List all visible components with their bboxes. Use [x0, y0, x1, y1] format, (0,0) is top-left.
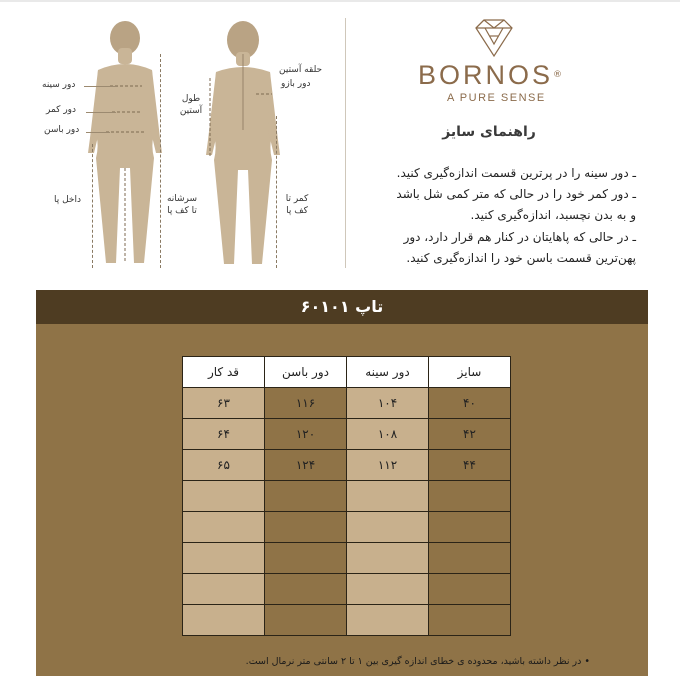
- table-cell: ۶۴: [183, 419, 265, 450]
- brand-tagline: A PURE SENSE: [447, 92, 546, 104]
- table-row: [183, 450, 511, 481]
- guide-line-2: ـ دور کمر خود را در حالی که متر کمی شل باشد: [396, 187, 636, 201]
- table-cell: [347, 574, 429, 605]
- guide-line-5: پهن‌ترین قسمت باسن خود را اندازه‌گیری کنید.: [406, 251, 636, 265]
- table-cell: ۶۵: [183, 450, 265, 481]
- table-cell: [429, 574, 511, 605]
- table-cell: [265, 512, 347, 543]
- guide-line-4: ـ در حالی که پاهایتان در کنار هم قرار دارد، دور: [403, 230, 636, 244]
- table-cell: ۶۳: [183, 388, 265, 419]
- table-cell: ۴۰: [429, 388, 511, 419]
- waist-pointer: [86, 112, 116, 113]
- table-cell: ۴۴: [429, 450, 511, 481]
- table-cell: [265, 574, 347, 605]
- table-cell: ۱۲۰: [265, 419, 347, 450]
- label-shoulder-to-floor: سرشانه تا کف پا: [166, 194, 198, 216]
- header-garment-length: قد کار: [183, 357, 265, 388]
- table-cell: [183, 481, 265, 512]
- table-header-row: [183, 357, 511, 388]
- label-hip: دور باسن: [44, 125, 80, 135]
- table-cell: [347, 481, 429, 512]
- table-row: [183, 419, 511, 450]
- label-bust: دور سینه: [42, 80, 76, 90]
- table-cell: ۱۱۲: [347, 450, 429, 481]
- table-cell: ۱۲۴: [265, 450, 347, 481]
- hip-pointer: [86, 132, 110, 133]
- table-row: [183, 574, 511, 605]
- table-cell: [183, 543, 265, 574]
- top-divider: [0, 0, 680, 2]
- label-waist: دور کمر: [46, 105, 77, 115]
- header-size: سایز: [429, 357, 511, 388]
- table-cell: [265, 543, 347, 574]
- table-cell: [265, 481, 347, 512]
- guide-line-1: ـ دور سینه را در پرترین قسمت اندازه‌گیری کنید.: [396, 166, 636, 180]
- waist-to-floor-line: [276, 116, 277, 268]
- brand-name: BORNOS: [418, 60, 554, 90]
- table-cell: ۴۲: [429, 419, 511, 450]
- size-guide-title: راهنمای سایز: [442, 124, 536, 140]
- table-cell: [347, 512, 429, 543]
- bornos-logo-icon: [472, 16, 516, 60]
- table-cell: ۱۰۸: [347, 419, 429, 450]
- table-row: [183, 481, 511, 512]
- table-row: [183, 605, 511, 636]
- label-arm: دور بازو: [281, 79, 311, 89]
- table-cell: [429, 605, 511, 636]
- table-cell: [429, 543, 511, 574]
- table-cell: [429, 512, 511, 543]
- table-cell: [183, 574, 265, 605]
- header-hip: دور باسن: [265, 357, 347, 388]
- bust-pointer: [84, 86, 118, 87]
- label-armhole: حلقه آستین: [279, 65, 323, 75]
- size-table: [182, 356, 511, 636]
- table-cell: [183, 512, 265, 543]
- table-cell: [183, 605, 265, 636]
- back-body-figure: [198, 18, 293, 270]
- table-row: [183, 388, 511, 419]
- measurement-footnote: • در نظر داشته باشید، محدوده ی خطای اندازه گیری بین ۱ تا ۲ سانتی متر نرمال است.: [245, 656, 590, 667]
- table-row: [183, 543, 511, 574]
- label-waist-to-floor: کمر تا کف پا: [285, 194, 309, 216]
- inseam-line: [92, 144, 93, 268]
- section-divider: [345, 18, 346, 268]
- header-bust: دور سینه: [347, 357, 429, 388]
- guide-line-3: و به بدن نچسبد، اندازه‌گیری کنید.: [470, 208, 636, 222]
- table-cell: [347, 605, 429, 636]
- label-sleeve-length: طول آستین: [179, 94, 203, 116]
- table-cell: [265, 605, 347, 636]
- shoulder-to-floor-line: [160, 54, 161, 268]
- table-cell: ۱۱۶: [265, 388, 347, 419]
- table-cell: ۱۰۴: [347, 388, 429, 419]
- table-cell: [429, 481, 511, 512]
- table-row: [183, 512, 511, 543]
- registered-mark: ®: [553, 70, 563, 80]
- label-inseam: داخل پا: [54, 195, 81, 205]
- table-cell: [347, 543, 429, 574]
- product-title: تاپ ۶۰۱۰۱: [300, 297, 384, 316]
